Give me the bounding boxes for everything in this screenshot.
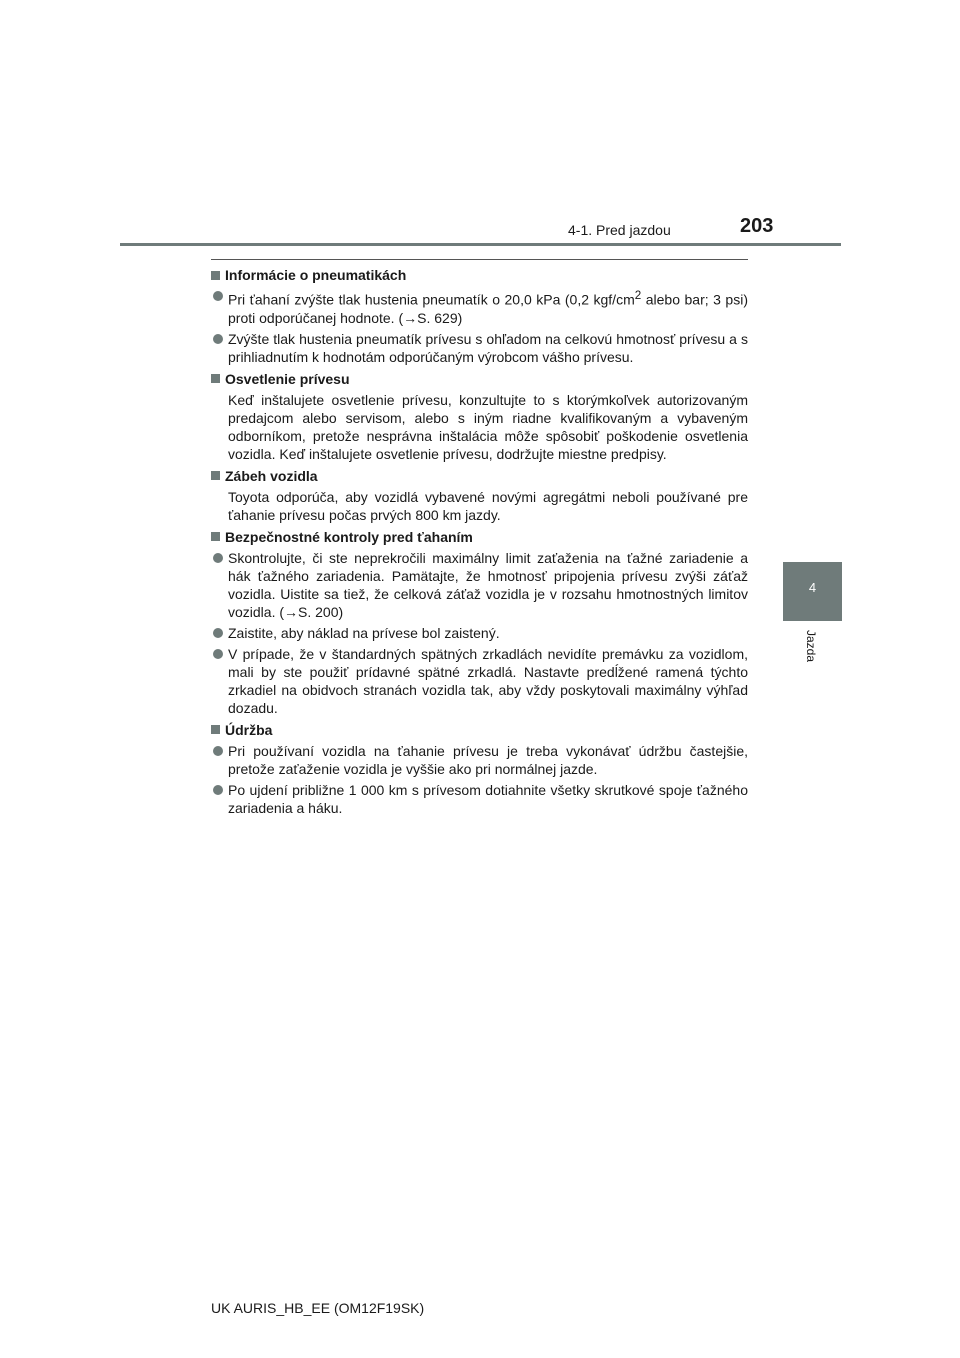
section-title-text: Zábeh vozidla <box>225 467 318 484</box>
section-title-text: Údržba <box>225 721 273 738</box>
bullet-text: Skontrolujte, či ste neprekročili maximálny limit zaťaženia na ťažné zariadenie a hák ťažného zariadenia. Pamätajte, že hmotnosť pripojenia prívesu zvýši záťaž vozidla. Uistite sa tiež, že celková záťaž vozidla je v rozsahu hmotnostných limitov vozidla. (→S. 200) <box>228 549 748 620</box>
section-title <box>211 266 748 284</box>
section-title-text: Osvetlenie prívesu <box>225 370 350 387</box>
footer-document-code: UK AURIS_HB_EE (OM12F19SK) <box>211 1300 425 1316</box>
section-paragraph: Toyota odporúča, aby vozidlá vybavené novými agregátmi neboli používané pre ťahanie prívesu počas prvých 800 km jazdy. <box>228 488 748 523</box>
bullet-text: Zvýšte tlak hustenia pneumatík prívesu s ohľadom na celkovú hmotnosť prívesu a s prihliadnutím k hodnotám odporúčaným výrobcom vášho prívesu. <box>228 330 748 365</box>
bullet-item <box>211 742 748 778</box>
square-icon <box>211 374 220 383</box>
bullet-text: Po ujdení približne 1 000 km s prívesom dotiahnite všetky skrutkové spoje ťažného zariadenia a háku. <box>228 781 748 816</box>
content <box>211 266 748 821</box>
circle-bullet-icon <box>213 628 223 638</box>
square-icon <box>211 532 220 541</box>
header-rule <box>120 243 841 246</box>
bullet-item <box>211 287 748 327</box>
section-title <box>211 528 748 546</box>
superscript: 2 <box>634 289 642 302</box>
bullet-text: Pri ťahaní zvýšte tlak hustenia pneumatík o 20,0 kPa (0,2 kgf/cm <box>228 291 635 308</box>
bullet-item <box>211 781 748 817</box>
chapter-tab <box>783 562 842 621</box>
chapter-tab-label: Jazda <box>804 630 818 663</box>
page-number: 203 <box>740 215 774 237</box>
bullet-text: Pri používaní vozidla na ťahanie prívesu je treba vykonávať údržbu častejšie, pretože zaťaženie vozidla je vyššie ako pri normálnej jazde. <box>228 742 748 777</box>
circle-bullet-icon <box>213 746 223 756</box>
square-icon <box>211 271 220 280</box>
section-break-in <box>211 467 748 524</box>
section-safety-checks <box>211 528 748 717</box>
section-title <box>211 721 748 739</box>
section-paragraph: Keď inštalujete osvetlenie prívesu, konzultujte to s ktorýmkoľvek autorizovaným predajcom alebo servisom, alebo s iným riadne kvalifikovaným a vybaveným odborníkom, pretože nesprávna inštalácia môže spôsobiť poškodenie osvetlenia vozidla. Keď inštalujete osvetlenie prívesu, dodržujte miestne predpisy. <box>228 391 748 462</box>
circle-bullet-icon <box>213 291 223 301</box>
bullet-item <box>211 624 748 642</box>
circle-bullet-icon <box>213 553 223 563</box>
bullet-text-cont: alebo bar; 3 psi) proti odporúčanej hodnote. (→S. 629) <box>228 291 748 326</box>
section-title-text: Informácie o pneumatikách <box>225 267 407 283</box>
header-section-title: 4-1. Pred jazdou <box>568 222 671 238</box>
section-title <box>211 370 748 388</box>
bullet-text: V prípade, že v štandardných spätných zrkadlách nevidíte premávku za vozidlom, mali by ste použiť prídavné spätné zrkadlá. Nastavte predĺžené ramená týchto zrkadiel na obidvoch stranách vozidla tak, aby vždy poskytovali maximálny výhľad dozadu. <box>228 645 748 716</box>
square-icon <box>211 471 220 480</box>
circle-bullet-icon <box>213 785 223 795</box>
bullet-item <box>211 549 748 621</box>
section-maintenance <box>211 721 748 817</box>
section-title <box>211 467 748 485</box>
bullet-text: Zaistite, aby náklad na prívese bol zaistený. <box>228 624 500 641</box>
content-rule <box>211 259 748 260</box>
bullet-item <box>211 330 748 366</box>
chapter-tab-number: 4 <box>808 580 817 595</box>
section-tire-info <box>211 266 748 366</box>
bullet-item <box>211 645 748 717</box>
circle-bullet-icon <box>213 334 223 344</box>
section-title-text: Bezpečnostné kontroly pred ťahaním <box>225 528 473 545</box>
square-icon <box>211 725 220 734</box>
circle-bullet-icon <box>213 649 223 659</box>
section-trailer-lights <box>211 370 748 463</box>
